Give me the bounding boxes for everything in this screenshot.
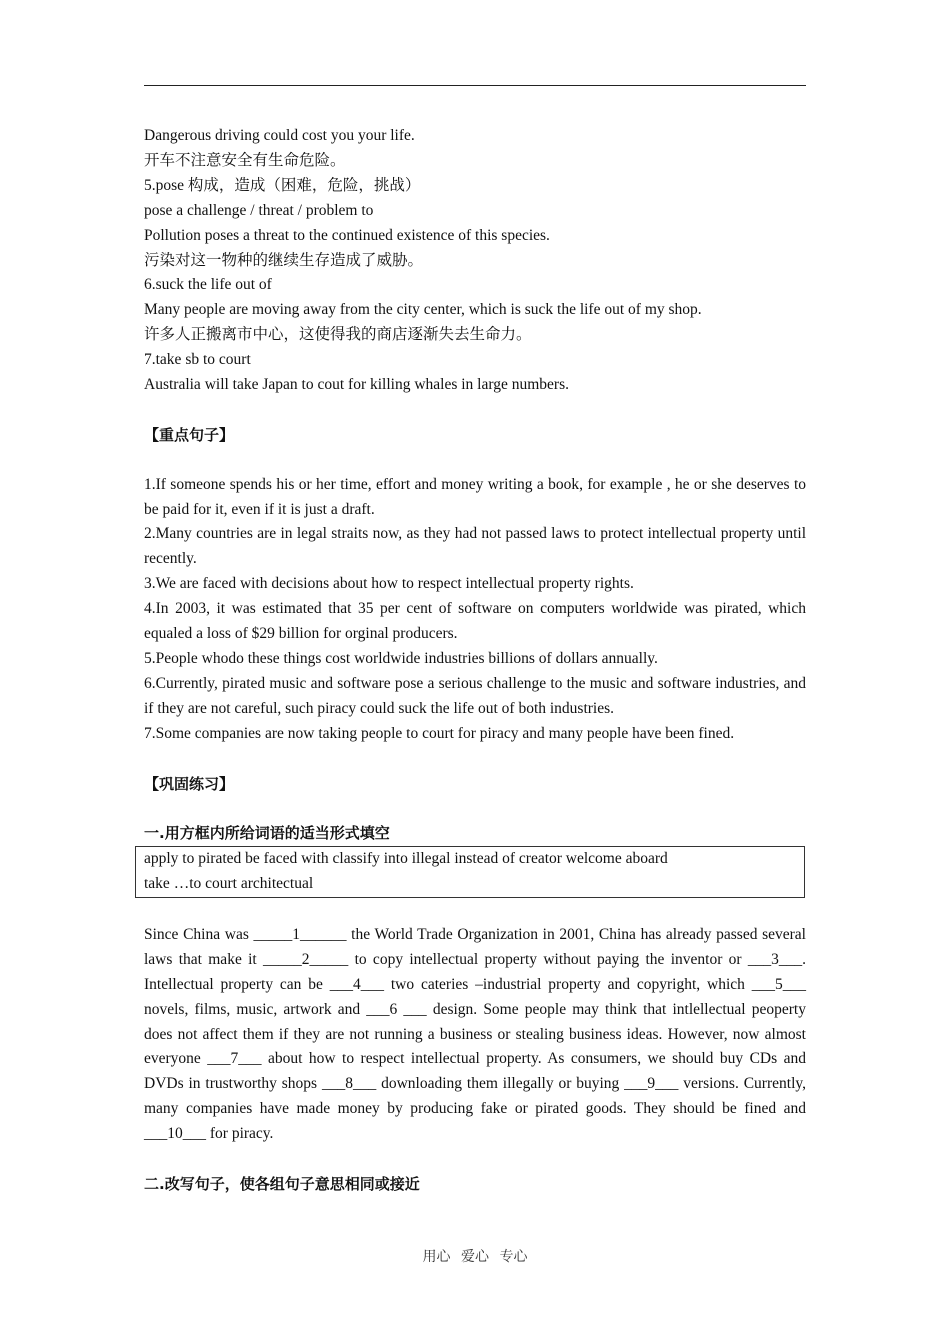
section1-title: 一.用方框内所给词语的适当形式填空	[144, 824, 390, 843]
key-sentence: 6.Currently, pirated music and software pose a serious challenge to the music and software industries, and if they are not careful, such piracy could suck the life out of both industries.	[144, 674, 806, 717]
key-sentence: 1.If someone spends his or her time, effort and money writing a book, for example , he or she deserves to be paid for it, even if it is just a draft.	[144, 475, 806, 518]
word-box-line: take …to court architectual	[144, 875, 314, 893]
key-sentence: 4.In 2003, it was estimated that 35 per cent of software on computers worldwide was pirated, which equaled a loss of $29 billion for orginal producers.	[144, 600, 806, 643]
example-line: pose a challenge / threat / problem to	[144, 201, 374, 219]
key-sentences-heading: 【重点句子】	[144, 425, 235, 444]
key-sentence: 3.We are faced with decisions about how to respect intellectual property rights.	[144, 575, 634, 593]
header-rule	[144, 85, 806, 86]
practice-heading: 【巩固练习】	[144, 774, 235, 793]
key-sentence: 2.Many countries are in legal straits now, as they had not passed laws to protect intellectual property until recently.	[144, 525, 806, 568]
key-sentence: 7.Some companies are now taking people to court for piracy and many people have been fined.	[144, 724, 735, 742]
example-line: 开车不注意安全有生命危险。	[144, 151, 346, 169]
example-line: 许多人正搬离市中心，这使得我的商店逐渐失去生命力。	[144, 326, 532, 344]
document-body	[144, 124, 806, 1197]
example-line: 污染对这一物种的继续生存造成了威胁。	[144, 251, 424, 269]
word-box-line: apply to pirated be faced with classify into illegal instead of creator welcome aboard	[144, 850, 668, 868]
example-line: Australia will take Japan to cout for killing whales in large numbers.	[144, 376, 570, 394]
example-line: 7.take sb to court	[144, 351, 251, 369]
key-sentence: 5.People whodo these things cost worldwide industries billions of dollars annually.	[144, 650, 658, 667]
example-line: Dangerous driving could cost you your life.	[144, 127, 415, 144]
word-box	[135, 846, 805, 898]
section2-title: 二.改写句子，使各组句子意思相同或接近	[144, 1174, 420, 1193]
example-line: 5.pose 构成，造成（困难，危险，挑战）	[144, 176, 421, 194]
example-line: Pollution poses a threat to the continued existence of this species.	[144, 226, 550, 244]
example-line: Many people are moving away from the city center, which is suck the life out of my shop.	[144, 301, 702, 319]
cloze-passage: Since China was _____1______ the World Trade Organization in 2001, China has already passed several laws that make it _____2_____ to copy intellectual property without paying the inventor or ___3___. Intellectual property can be ___4___ two cateries –industrial property and copyright, which ___5___ novels, films, music, artwork and ___6 ___ design. Some people may think that intlellectual peoperty does not affect them if they are not running a business or stealing business ideas. However, now almost everyone ___7___ about how to respect intellectual property. As consumers, we should buy CDs and DVDs in trustworthy shops ___8___ downloading them illegally or buying ___9___ versions. Currently, many companies have made money by producing fake or pirated goods. They should be fined and ___10___ for piracy.	[144, 925, 806, 1143]
page-footer: 用心 爱心 专心	[422, 1249, 528, 1265]
example-line: 6.suck the life out of	[144, 276, 272, 294]
